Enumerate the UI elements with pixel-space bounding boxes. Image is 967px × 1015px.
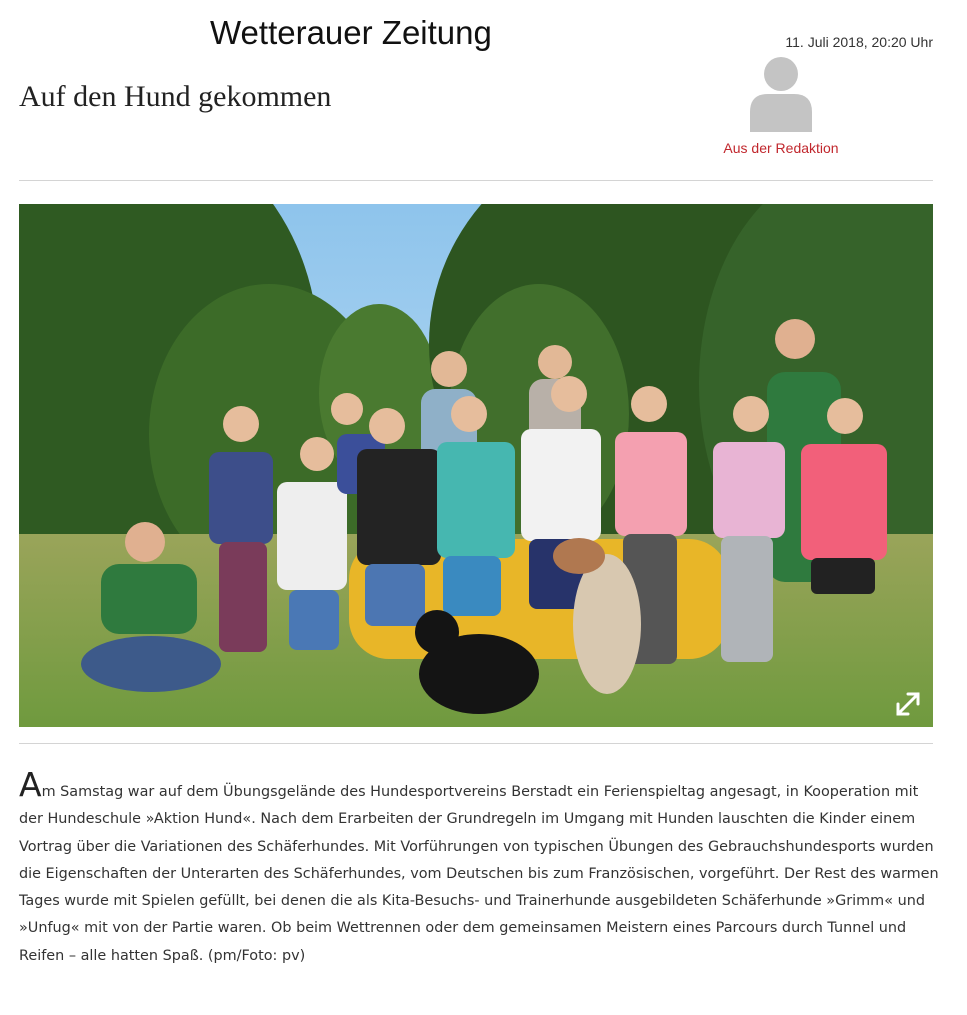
masthead: Wetterauer Zeitung xyxy=(210,14,492,51)
drop-cap: A xyxy=(19,765,42,804)
group-photo-image xyxy=(19,204,933,727)
article-body xyxy=(19,765,939,970)
article-body-text: m Samstag war auf dem Übungsgelände des Hundesportvereins Berstadt ein Ferienspieltag angesagt, in Kooperation mit der Hundeschule »Aktion Hund«. Nach dem Erarbeiten der Grundregeln im Umgang mit Hunden lauschten die Kinder einem Vortrag über die Variationen des Schäferhundes. Mit Vorführungen von typischen Übungen des Gebrauchshundesports wurden die Eigenschaften der Unterarten des Schäferhundes, vom Deutschen bis zum Französischen, vorgeführt. Der Rest des warmen Tages wurde mit Spielen gefüllt, bei denen die als Kita-Besuchs- und Trainerhunde ausgebildeten Schäferhunde »Grimm« und »Unfug« mit von der Partie waren. Ob beim Wettrennen oder dem gemeinsamen Meistern eines Parcours durch Tunnel und Reifen – alle hatten Spaß. (pm/Foto: pv) xyxy=(19,784,939,964)
article-headline: Auf den Hund gekommen xyxy=(19,80,332,113)
divider-bottom xyxy=(19,743,933,744)
divider-top xyxy=(19,180,933,181)
article-date: 11. Juli 2018, 20:20 Uhr xyxy=(785,34,933,50)
author-label[interactable]: Aus der Redaktion xyxy=(723,140,839,156)
person-silhouette-icon xyxy=(750,56,812,132)
author-block[interactable] xyxy=(712,56,850,156)
expand-arrows-icon[interactable] xyxy=(893,689,923,719)
article-photo[interactable] xyxy=(19,204,933,727)
